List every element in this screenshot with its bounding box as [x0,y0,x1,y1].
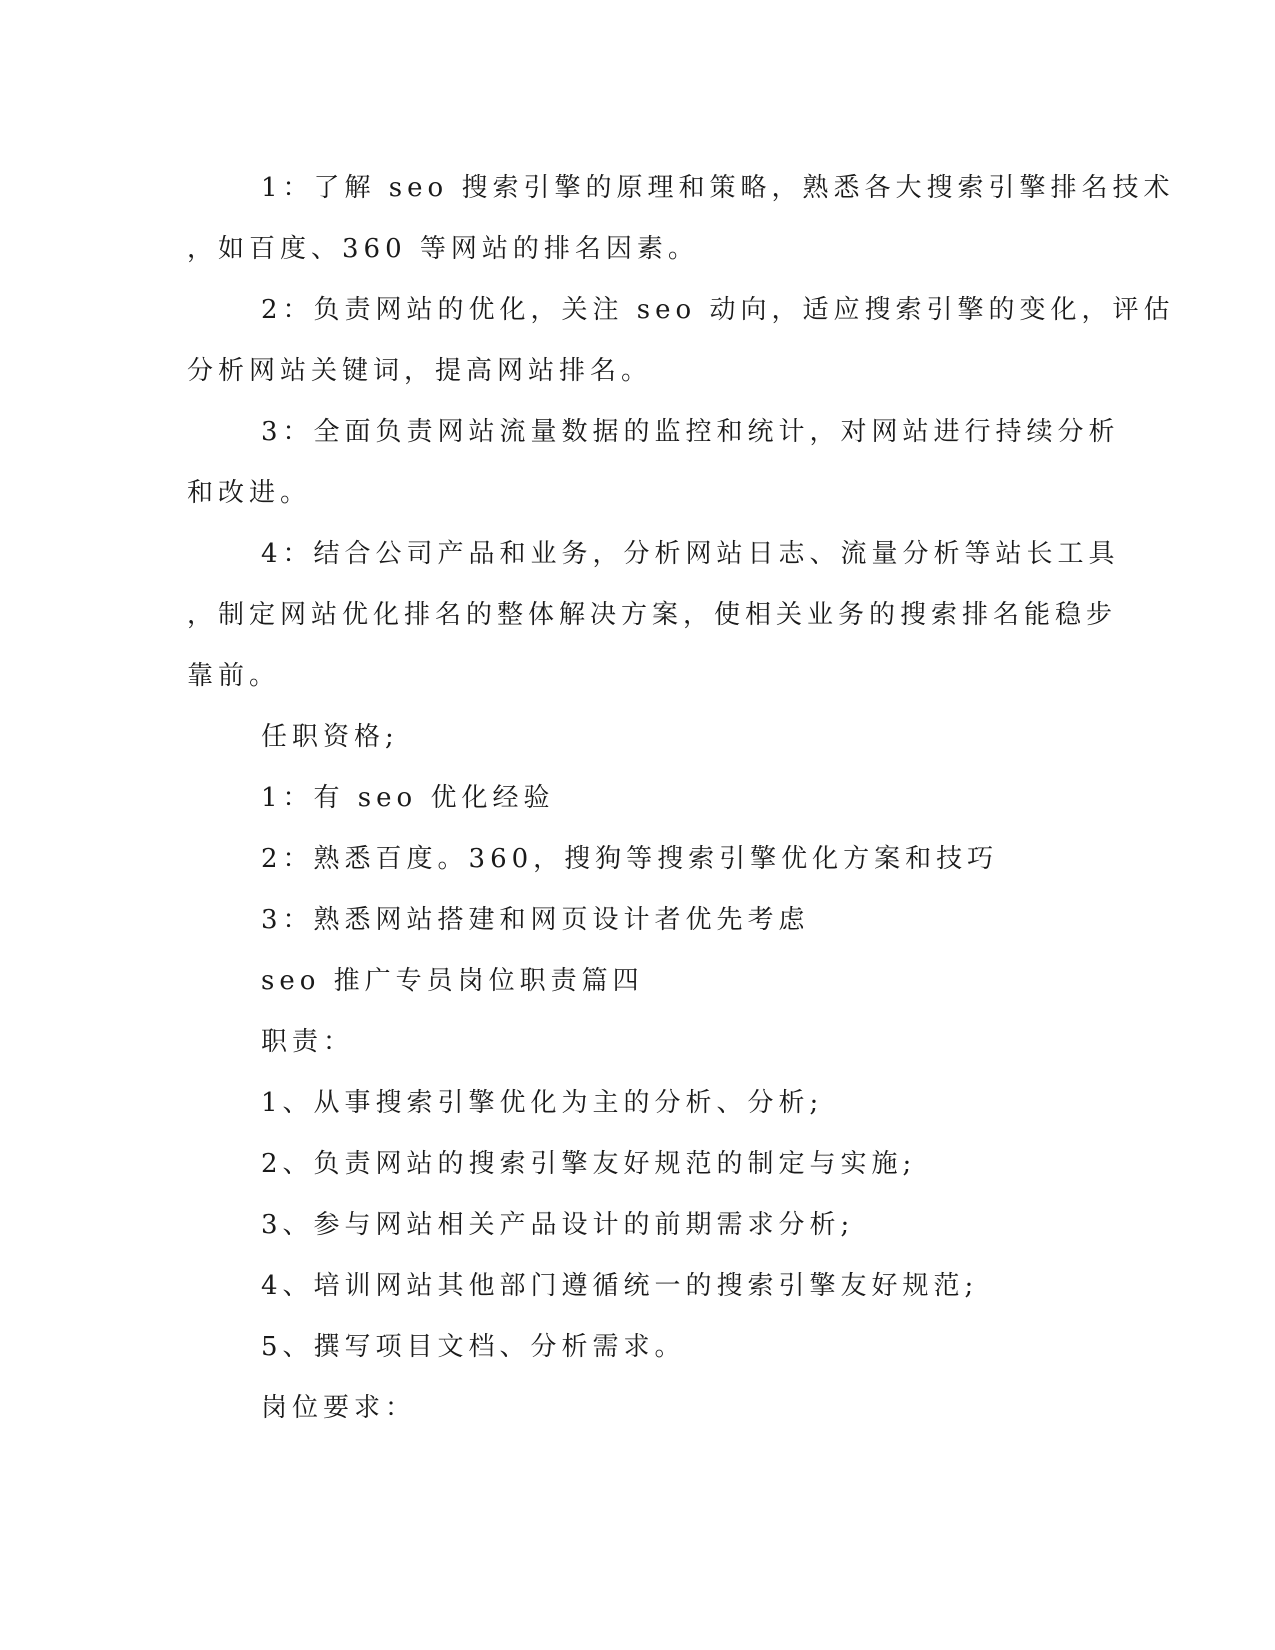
qualification-item-3 [187,890,1077,951]
text-line: 3、参与网站相关产品设计的前期需求分析; [261,1210,855,1240]
text-line: 5、撰写项目文档、分析需求。 [261,1332,686,1362]
section-title [187,951,1077,1012]
qualification-item-1 [187,768,1077,829]
text-line: ，如百度、360 等网站的排名因素。 [187,234,699,264]
duty-item-2 [187,1134,1077,1195]
text-line: ，制定网站优化排名的整体解决方案，使相关业务的搜索排名能稳步 [187,600,1118,630]
duty-item-3 [187,1195,1077,1256]
duty-item-5 [187,1317,1077,1378]
text-line: 分析网站关键词，提高网站排名。 [187,356,653,386]
text-line: 靠前。 [187,661,281,691]
text-line: 岗位要求： [261,1393,417,1423]
text-line: 1、从事搜索引擎优化为主的分析、分析; [261,1088,824,1118]
text-line: 1：有 seo 优化经验 [261,783,555,813]
text-line: 3：全面负责网站流量数据的监控和统计，对网站进行持续分析 [261,417,1120,447]
qualification-item-2 [187,829,1077,890]
heading-qualifications [187,707,1077,768]
paragraph-duty-1 [187,158,1175,280]
text-line: 任职资格; [261,722,399,752]
document-body [187,158,1175,1439]
text-line: 职责： [261,1027,355,1057]
duty-item-4 [187,1256,1077,1317]
text-line: 2：负责网站的优化，关注 seo 动向，适应搜索引擎的变化，评估 [261,295,1175,325]
heading-duties [187,1012,1077,1073]
text-line: 2、负责网站的搜索引擎友好规范的制定与实施; [261,1149,917,1179]
text-line: 4：结合公司产品和业务，分析网站日志、流量分析等站长工具 [261,539,1120,569]
text-line: seo 推广专员岗位职责篇四 [261,966,644,996]
paragraph-duty-4 [187,524,1120,707]
paragraph-duty-3 [187,402,1120,524]
text-line: 2：熟悉百度。360，搜狗等搜索引擎优化方案和技巧 [261,844,999,874]
heading-requirements [187,1378,1077,1439]
text-line: 1：了解 seo 搜索引擎的原理和策略，熟悉各大搜索引擎排名技术 [261,173,1175,203]
text-line: 3：熟悉网站搭建和网页设计者优先考虑 [261,905,810,935]
text-line: 和改进。 [187,478,312,508]
text-line: 4、培训网站其他部门遵循统一的搜索引擎友好规范; [261,1271,979,1301]
duty-item-1 [187,1073,1077,1134]
paragraph-duty-2 [187,280,1175,402]
